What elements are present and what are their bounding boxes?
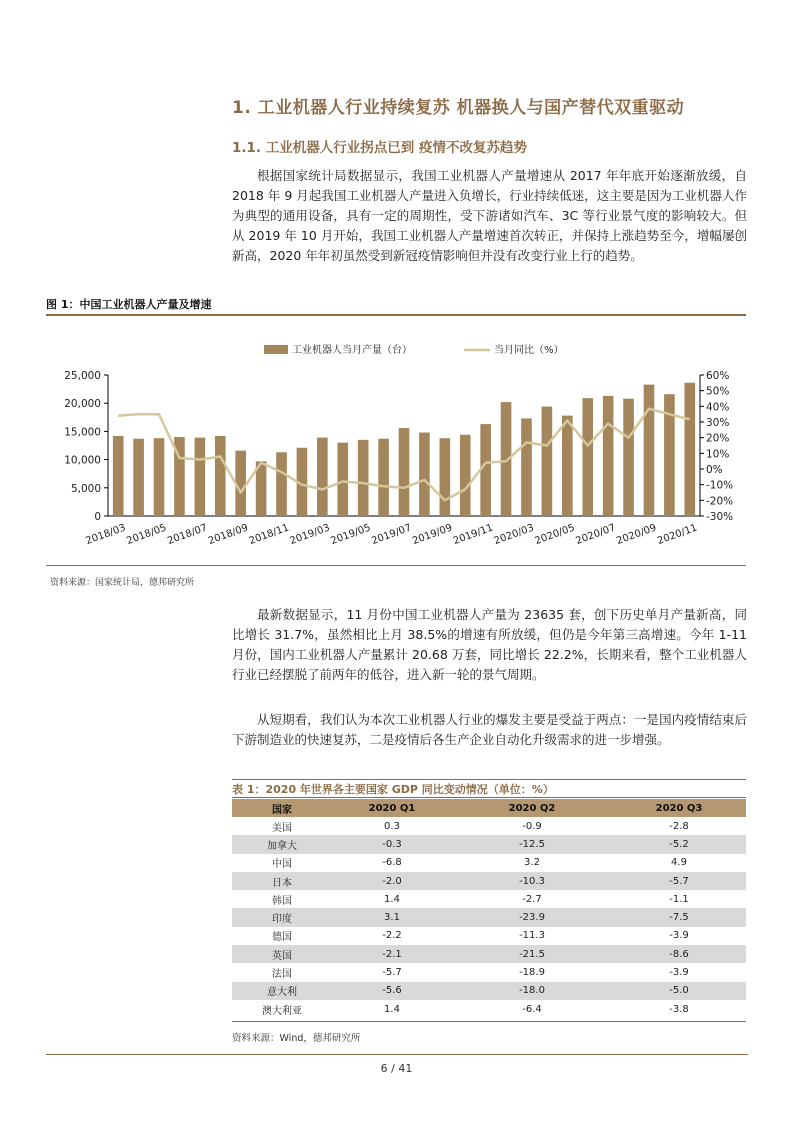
production-bar	[542, 407, 553, 516]
production-bar	[419, 433, 430, 516]
legend-bar-swatch	[264, 345, 288, 354]
x-tick-label: 2018/07	[166, 522, 209, 548]
country-cell: 日本	[232, 872, 332, 890]
right-tick-label: 40%	[706, 401, 730, 414]
table-row	[232, 945, 746, 963]
production-bar	[582, 398, 593, 516]
x-tick-label: 2019/07	[370, 522, 414, 548]
production-bar	[603, 396, 614, 516]
gdp-value-cell: -3.8	[669, 1003, 689, 1015]
left-tick-label: 5,000	[70, 482, 101, 495]
gdp-value-cell: -1.1	[669, 893, 689, 905]
table-row	[232, 963, 746, 981]
x-tick-label: 2020/03	[492, 522, 536, 548]
x-tick-label: 2019/03	[288, 522, 332, 548]
header-q2: 2020 Q2	[452, 799, 612, 817]
intro-paragraph: 根据国家统计局数据显示，我国工业机器人产量增速从 2017 年年底开始逐渐放缓，自 2018 年 9 月起我国工业机器人产量进入负增长，行业持续低迷，这主要是因为工业机器人作为典型的通用设备，具有一定的周期性，受下游诸如汽车、3C 等行业景气度的影响较大。但从 2019 年 10 月开始，我国工业机器人产量增速首次转正，并保持上涨趋势至今，增幅屡创新高，2020 年年初虽然受到新冠疫情影响但并没有改变行业上行的趋势。	[232, 168, 747, 263]
country-cell: 德国	[272, 932, 292, 944]
right-tick-label: 0%	[706, 464, 723, 476]
right-tick-label: 20%	[706, 432, 730, 445]
gdp-value-cell: -6.4	[522, 1003, 542, 1015]
gdp-value-cell: -7.5	[612, 908, 746, 926]
x-tick-label: 2020/07	[574, 522, 618, 548]
production-bar	[521, 418, 532, 516]
x-tick-label: 2018/05	[125, 522, 169, 548]
short-term-paragraph: 从短期看，我们认为本次工业机器人行业的爆发主要是受益于两点：一是国内疫情结束后下游制造业的快速复苏，二是疫情后各生产企业自动化升级需求的进一步增强。	[232, 712, 747, 747]
production-bar	[562, 416, 573, 516]
gdp-value-cell: -8.6	[612, 945, 746, 963]
gdp-value-cell: -18.9	[519, 967, 545, 979]
gdp-value-cell: -2.2	[382, 930, 402, 942]
left-tick-label: 0	[94, 511, 101, 523]
right-tick-label: 60%	[706, 370, 730, 382]
right-tick-label: -30%	[706, 511, 734, 523]
header-country: 国家	[232, 799, 332, 817]
gdp-value-cell: -5.7	[612, 872, 746, 890]
production-bar	[684, 383, 695, 516]
gdp-value-cell: -10.3	[452, 872, 612, 890]
gdp-table	[232, 799, 746, 1018]
country-cell: 意大利	[232, 982, 332, 1000]
x-tick-label: 2020/05	[533, 522, 577, 548]
table-row	[232, 1000, 746, 1018]
gdp-value-cell: -0.3	[332, 835, 452, 853]
production-bar	[317, 438, 328, 516]
gdp-value-cell: -23.9	[452, 908, 612, 926]
table-bottom-rule	[232, 1021, 746, 1022]
production-bar	[623, 399, 634, 516]
right-tick-label: 30%	[706, 417, 730, 429]
page-number: 6 / 41	[380, 1062, 413, 1075]
left-tick-label: 25,000	[64, 370, 101, 382]
country-cell: 英国	[232, 945, 332, 963]
production-bar	[337, 443, 348, 516]
subsection-heading: 1.1. 工业机器人行业拐点已到 疫情不改复苏趋势	[232, 140, 527, 156]
gdp-value-cell: 1.4	[384, 893, 400, 905]
figure-bottom-rule	[46, 565, 746, 566]
gdp-value-cell: 3.2	[524, 857, 540, 869]
gdp-value-cell: -3.9	[669, 930, 689, 942]
production-bar	[480, 424, 491, 516]
figure-title: 图 1：中国工业机器人产量及增速	[46, 298, 212, 311]
x-tick-label: 2020/11	[656, 522, 699, 548]
x-tick-label: 2018/03	[84, 522, 128, 548]
gdp-value-cell: -2.1	[332, 945, 452, 963]
right-tick-label: -20%	[706, 495, 734, 508]
gdp-value-cell: 3.1	[332, 908, 452, 926]
left-tick-label: 10,000	[64, 454, 101, 467]
figure-source: 资料来源：国家统计局，德邦研究所	[50, 578, 195, 588]
table-top-rule	[232, 779, 746, 780]
x-tick-label: 2019/11	[451, 522, 495, 548]
gdp-value-cell: 1.4	[384, 1003, 400, 1015]
left-tick-label: 15,000	[64, 426, 101, 439]
country-cell: 中国	[272, 859, 292, 871]
x-tick-label: 2019/05	[329, 522, 373, 548]
production-bar	[644, 385, 655, 516]
x-tick-label: 2018/11	[247, 522, 291, 548]
header-q1: 2020 Q1	[332, 799, 452, 817]
figure-top-rule	[46, 314, 746, 316]
x-tick-label: 2018/09	[206, 522, 250, 548]
production-bar	[399, 428, 410, 516]
table-title-rule	[232, 797, 746, 798]
table-row	[232, 872, 746, 890]
production-bar	[378, 439, 389, 516]
gdp-value-cell: -18.0	[452, 982, 612, 1000]
gdp-value-cell: -21.5	[452, 945, 612, 963]
section-heading: 1. 工业机器人行业持续复苏 机器换人与国产替代双重驱动	[232, 98, 685, 118]
header-q3: 2020 Q3	[612, 799, 746, 817]
gdp-value-cell: -0.9	[522, 820, 542, 832]
gdp-value-cell: -3.9	[669, 967, 689, 979]
production-bar	[133, 439, 144, 516]
gdp-value-cell: -2.8	[669, 820, 689, 832]
production-bar	[235, 451, 246, 516]
table-row	[232, 982, 746, 1000]
footer-rule	[46, 1054, 748, 1055]
x-tick-label: 2020/09	[615, 522, 658, 548]
right-tick-label: 10%	[706, 448, 730, 461]
legend-line-label: 当月同比（%）	[494, 345, 564, 356]
country-cell: 澳大利亚	[262, 1005, 302, 1017]
country-cell: 法国	[272, 969, 292, 981]
production-bar	[215, 436, 226, 516]
table-row	[232, 908, 746, 926]
production-bar	[460, 435, 471, 516]
gdp-value-cell: -12.5	[452, 835, 612, 853]
country-cell: 印度	[232, 908, 332, 926]
production-bar	[195, 438, 206, 516]
table-source: 资料来源：Wind，德邦研究所	[232, 1033, 361, 1044]
x-tick-label: 2019/09	[411, 522, 454, 548]
production-bar	[113, 436, 124, 516]
gdp-value-cell: -5.6	[332, 982, 452, 1000]
production-bar	[154, 438, 165, 516]
table-row	[232, 854, 746, 872]
gdp-value-cell: 0.3	[384, 820, 400, 832]
robot-production-chart	[46, 318, 746, 564]
gdp-value-cell: -5.7	[382, 967, 402, 979]
table-header-row	[232, 799, 746, 817]
production-bar	[440, 438, 451, 516]
gdp-value-cell: -6.8	[382, 857, 402, 869]
gdp-value-cell: -11.3	[519, 930, 545, 942]
latest-data-paragraph: 最新数据显示，11 月份中国工业机器人产量为 23635 套，创下历史单月产量新高，同比增长 31.7%，虽然相比上月 38.5%的增速有所放缓，但仍是今年第三高增速。今年 1-11 月份，国内工业机器人产量累计 20.68 万套，同比增长 22.2%，长期来看，整个工业机器人行业已经摆脱了前两年的低谷，进入新一轮的景气周期。	[232, 607, 747, 682]
gdp-value-cell: -2.7	[522, 893, 542, 905]
right-tick-label: -10%	[706, 479, 734, 492]
country-cell: 加拿大	[232, 835, 332, 853]
table-row	[232, 817, 746, 835]
gdp-value-cell: 4.9	[671, 857, 687, 869]
gdp-value-cell: -2.0	[332, 872, 452, 890]
right-tick-label: 50%	[706, 385, 730, 398]
chart-legend	[264, 343, 564, 356]
legend-bar-label: 工业机器人当月产量（台）	[292, 345, 412, 356]
table-row	[232, 927, 746, 945]
gdp-value-cell: -5.2	[612, 835, 746, 853]
country-cell: 美国	[272, 822, 292, 834]
gdp-value-cell: -5.0	[612, 982, 746, 1000]
table-title: 表 1：2020 年世界各主要国家 GDP 同比变动情况（单位：%）	[232, 783, 554, 796]
production-bar	[276, 452, 287, 516]
country-cell: 韩国	[272, 895, 292, 907]
table-row	[232, 890, 746, 908]
production-bar	[358, 440, 369, 516]
table-row	[232, 835, 746, 853]
left-tick-label: 20,000	[64, 398, 101, 411]
